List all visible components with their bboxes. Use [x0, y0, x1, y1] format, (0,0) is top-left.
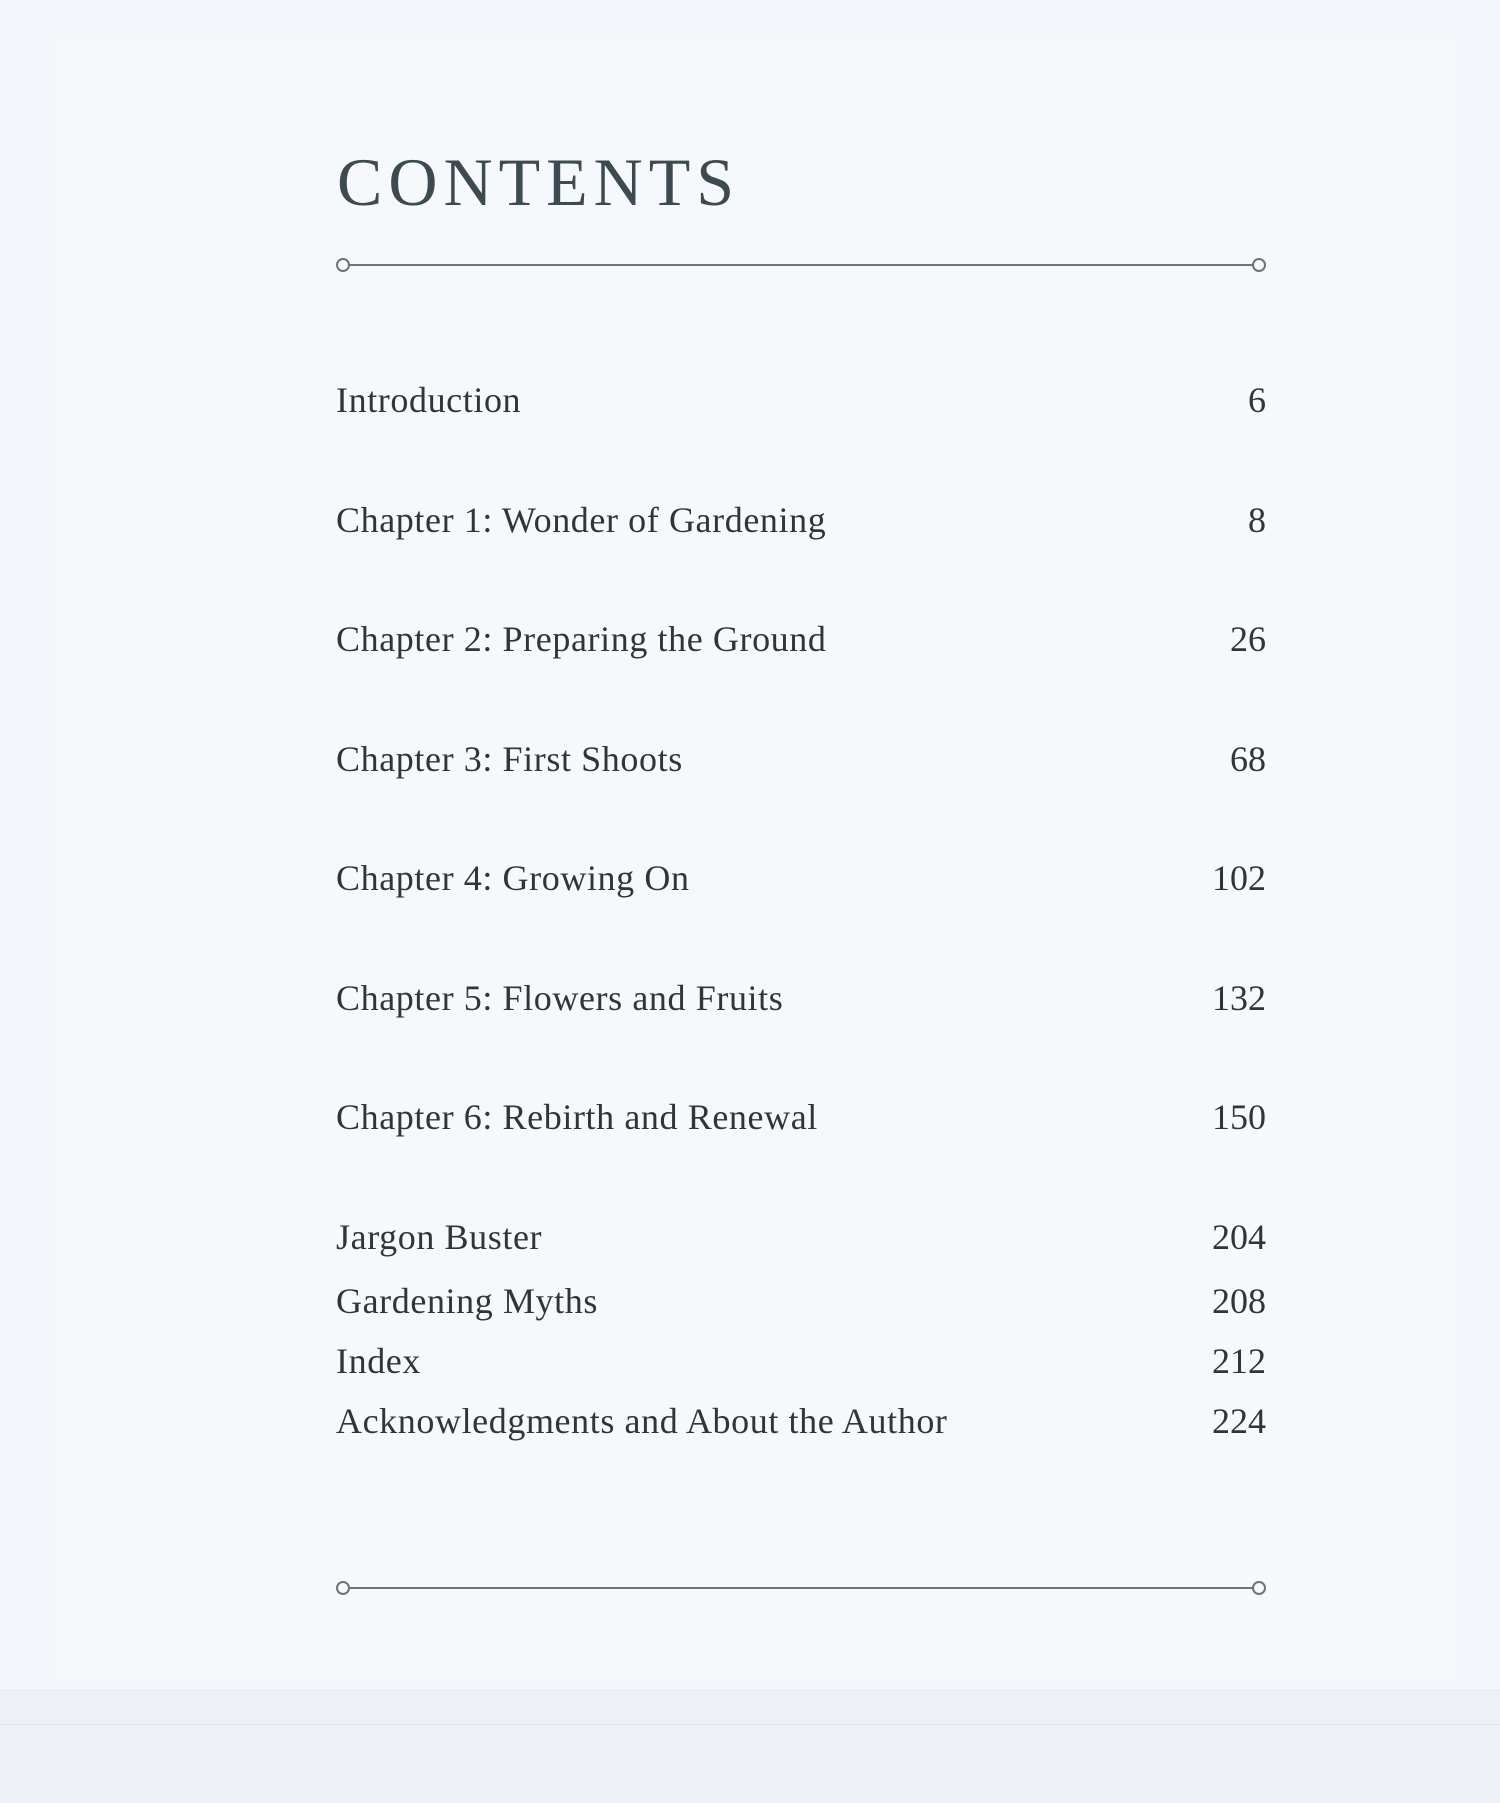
toc-entry-acknowledgments[interactable]	[336, 1399, 1266, 1443]
rule-end-ornament	[1252, 258, 1266, 272]
toc-entry-chapter-2[interactable]	[336, 617, 1266, 661]
toc-entry-chapter-5[interactable]	[336, 976, 1266, 1020]
page-bottom-edge	[0, 1690, 1500, 1803]
toc-entry-label: Chapter 1: Wonder of Gardening	[336, 500, 827, 540]
toc-entry-label: Gardening Myths	[336, 1281, 598, 1321]
toc-entry-label: Introduction	[336, 380, 522, 420]
toc-entry-label: Chapter 3: First Shoots	[336, 739, 683, 779]
toc-entry-chapter-3[interactable]	[336, 737, 1266, 781]
toc-entry-chapter-6[interactable]	[336, 1095, 1266, 1139]
toc-entry-chapter-4[interactable]	[336, 856, 1266, 900]
toc-entry-page: 150	[1212, 1097, 1266, 1137]
toc-entry-page: 26	[1230, 619, 1266, 659]
toc-entry-page: 8	[1248, 500, 1266, 540]
toc-entry-label: Acknowledgments and About the Author	[336, 1401, 948, 1441]
toc-entry-page: 208	[1212, 1281, 1266, 1321]
rule-line	[343, 1587, 1259, 1589]
toc-entry-label: Chapter 5: Flowers and Fruits	[336, 978, 784, 1018]
toc-entry-chapter-1[interactable]	[336, 498, 1266, 542]
bottom-ornamental-rule	[336, 1581, 1266, 1595]
toc-entry-label: Index	[336, 1341, 421, 1381]
rule-end-ornament	[1252, 1581, 1266, 1595]
rule-line	[343, 264, 1259, 266]
toc-entry-page: 68	[1230, 739, 1266, 779]
toc-entry-gardening-myths[interactable]	[336, 1279, 1266, 1323]
toc-entry-page: 132	[1212, 978, 1266, 1018]
page-title: CONTENTS	[337, 144, 741, 220]
toc-entry-page: 6	[1248, 380, 1266, 420]
rule-end-ornament	[336, 258, 350, 272]
toc-entry-page: 224	[1212, 1401, 1266, 1441]
toc-entry-label: Chapter 6: Rebirth and Renewal	[336, 1097, 818, 1137]
toc-entry-introduction[interactable]	[336, 378, 1266, 422]
top-ornamental-rule	[336, 258, 1266, 272]
edge-line	[0, 1724, 1500, 1725]
toc-entry-index[interactable]	[336, 1339, 1266, 1383]
toc-entry-page: 102	[1212, 858, 1266, 898]
toc-entry-label: Chapter 4: Growing On	[336, 858, 690, 898]
toc-entry-jargon-buster[interactable]	[336, 1215, 1266, 1259]
toc-entry-page: 212	[1212, 1341, 1266, 1381]
toc-entry-label: Jargon Buster	[336, 1217, 543, 1257]
rule-end-ornament	[336, 1581, 350, 1595]
toc-entry-label: Chapter 2: Preparing the Ground	[336, 619, 827, 659]
toc-entry-page: 204	[1212, 1217, 1266, 1257]
